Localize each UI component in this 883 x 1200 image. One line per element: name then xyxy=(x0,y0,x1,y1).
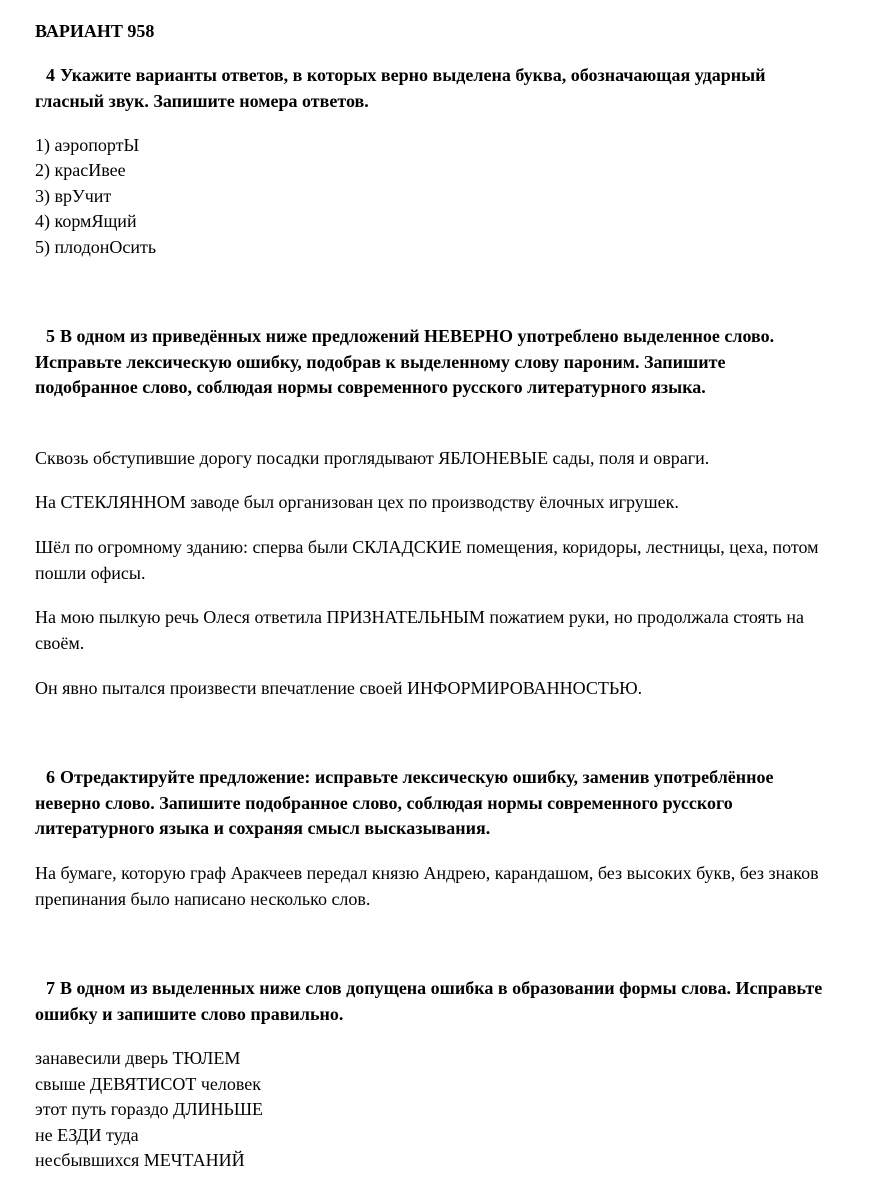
task-5-sentence: Шёл по огромному зданию: сперва были СКЛАДСКИЕ помещения, коридоры, лестницы, цеха, потом пошли офисы. xyxy=(35,537,819,583)
task-6-header xyxy=(35,765,825,842)
task-4-number: 4 xyxy=(46,65,55,85)
task-4-header xyxy=(35,63,825,114)
task-7-phrase: этот путь гораздо ДЛИНЬШЕ xyxy=(35,1099,264,1119)
task-5-sentence: На СТЕКЛЯННОМ заводе был организован цех по производству ёлочных игрушек. xyxy=(35,492,679,512)
task-5-header xyxy=(35,324,825,401)
task-5-sentence: Сквозь обступившие дорогу посадки проглядывают ЯБЛОНЕВЫЕ сады, поля и овраги. xyxy=(35,448,710,468)
task-7-phrase: свыше ДЕВЯТИСОТ человек xyxy=(35,1074,261,1094)
task-7-header xyxy=(35,976,825,1027)
task-4-option: 3) врУчит xyxy=(35,186,112,206)
task-4-option: 2) красИвее xyxy=(35,160,126,180)
task-7-question: В одном из выделенных ниже слов допущена ошибка в образовании формы слова. Исправьте ошибку и запишите слово правильно. xyxy=(35,978,823,1024)
task-4-option: 4) кормЯщий xyxy=(35,211,137,231)
task-6-question: Отредактируйте предложение: исправьте лексическую ошибку, заменив употреблённое неверно слово. Запишите подобранное слово, соблюдая нормы современного русского литературного языка и сохраняя смысл высказывания. xyxy=(35,767,774,838)
task-6-number: 6 xyxy=(46,767,55,787)
task-5-sentence: На мою пылкую речь Олеся ответила ПРИЗНАТЕЛЬНЫМ пожатием руки, но продолжала стоять на своём. xyxy=(35,607,805,653)
task-7-phrase: не ЕЗДИ туда xyxy=(35,1125,139,1145)
variant-title: ВАРИАНТ 958 xyxy=(35,21,155,41)
task-5-question: В одном из приведённых ниже предложений НЕВЕРНО употреблено выделенное слово. Исправьте лексическую ошибку, подобрав к выделенному слову пароним. Запишите подобранное слово, соблюдая нормы современного русского литературного языка. xyxy=(35,326,775,397)
task-7-phrase: занавесили дверь ТЮЛЕМ xyxy=(35,1048,241,1068)
task-7-number: 7 xyxy=(46,978,55,998)
task-6-sentence: На бумаге, которую граф Аракчеев передал князю Андрею, карандашом, без высоких букв, без знаков препинания было написано несколько слов. xyxy=(35,863,819,909)
task-5-sentence: Он явно пытался произвести впечатление своей ИНФОРМИРОВАННОСТЬЮ. xyxy=(35,678,643,698)
task-4-option: 1) аэропортЫ xyxy=(35,135,140,155)
task-4-option: 5) плодонОсить xyxy=(35,237,157,257)
task-4-question: Укажите варианты ответов, в которых верно выделена буква, обозначающая ударный гласный звук. Запишите номера ответов. xyxy=(35,65,766,111)
task-5-number: 5 xyxy=(46,326,55,346)
task-7-phrase: несбывшихся МЕЧТАНИЙ xyxy=(35,1150,245,1170)
